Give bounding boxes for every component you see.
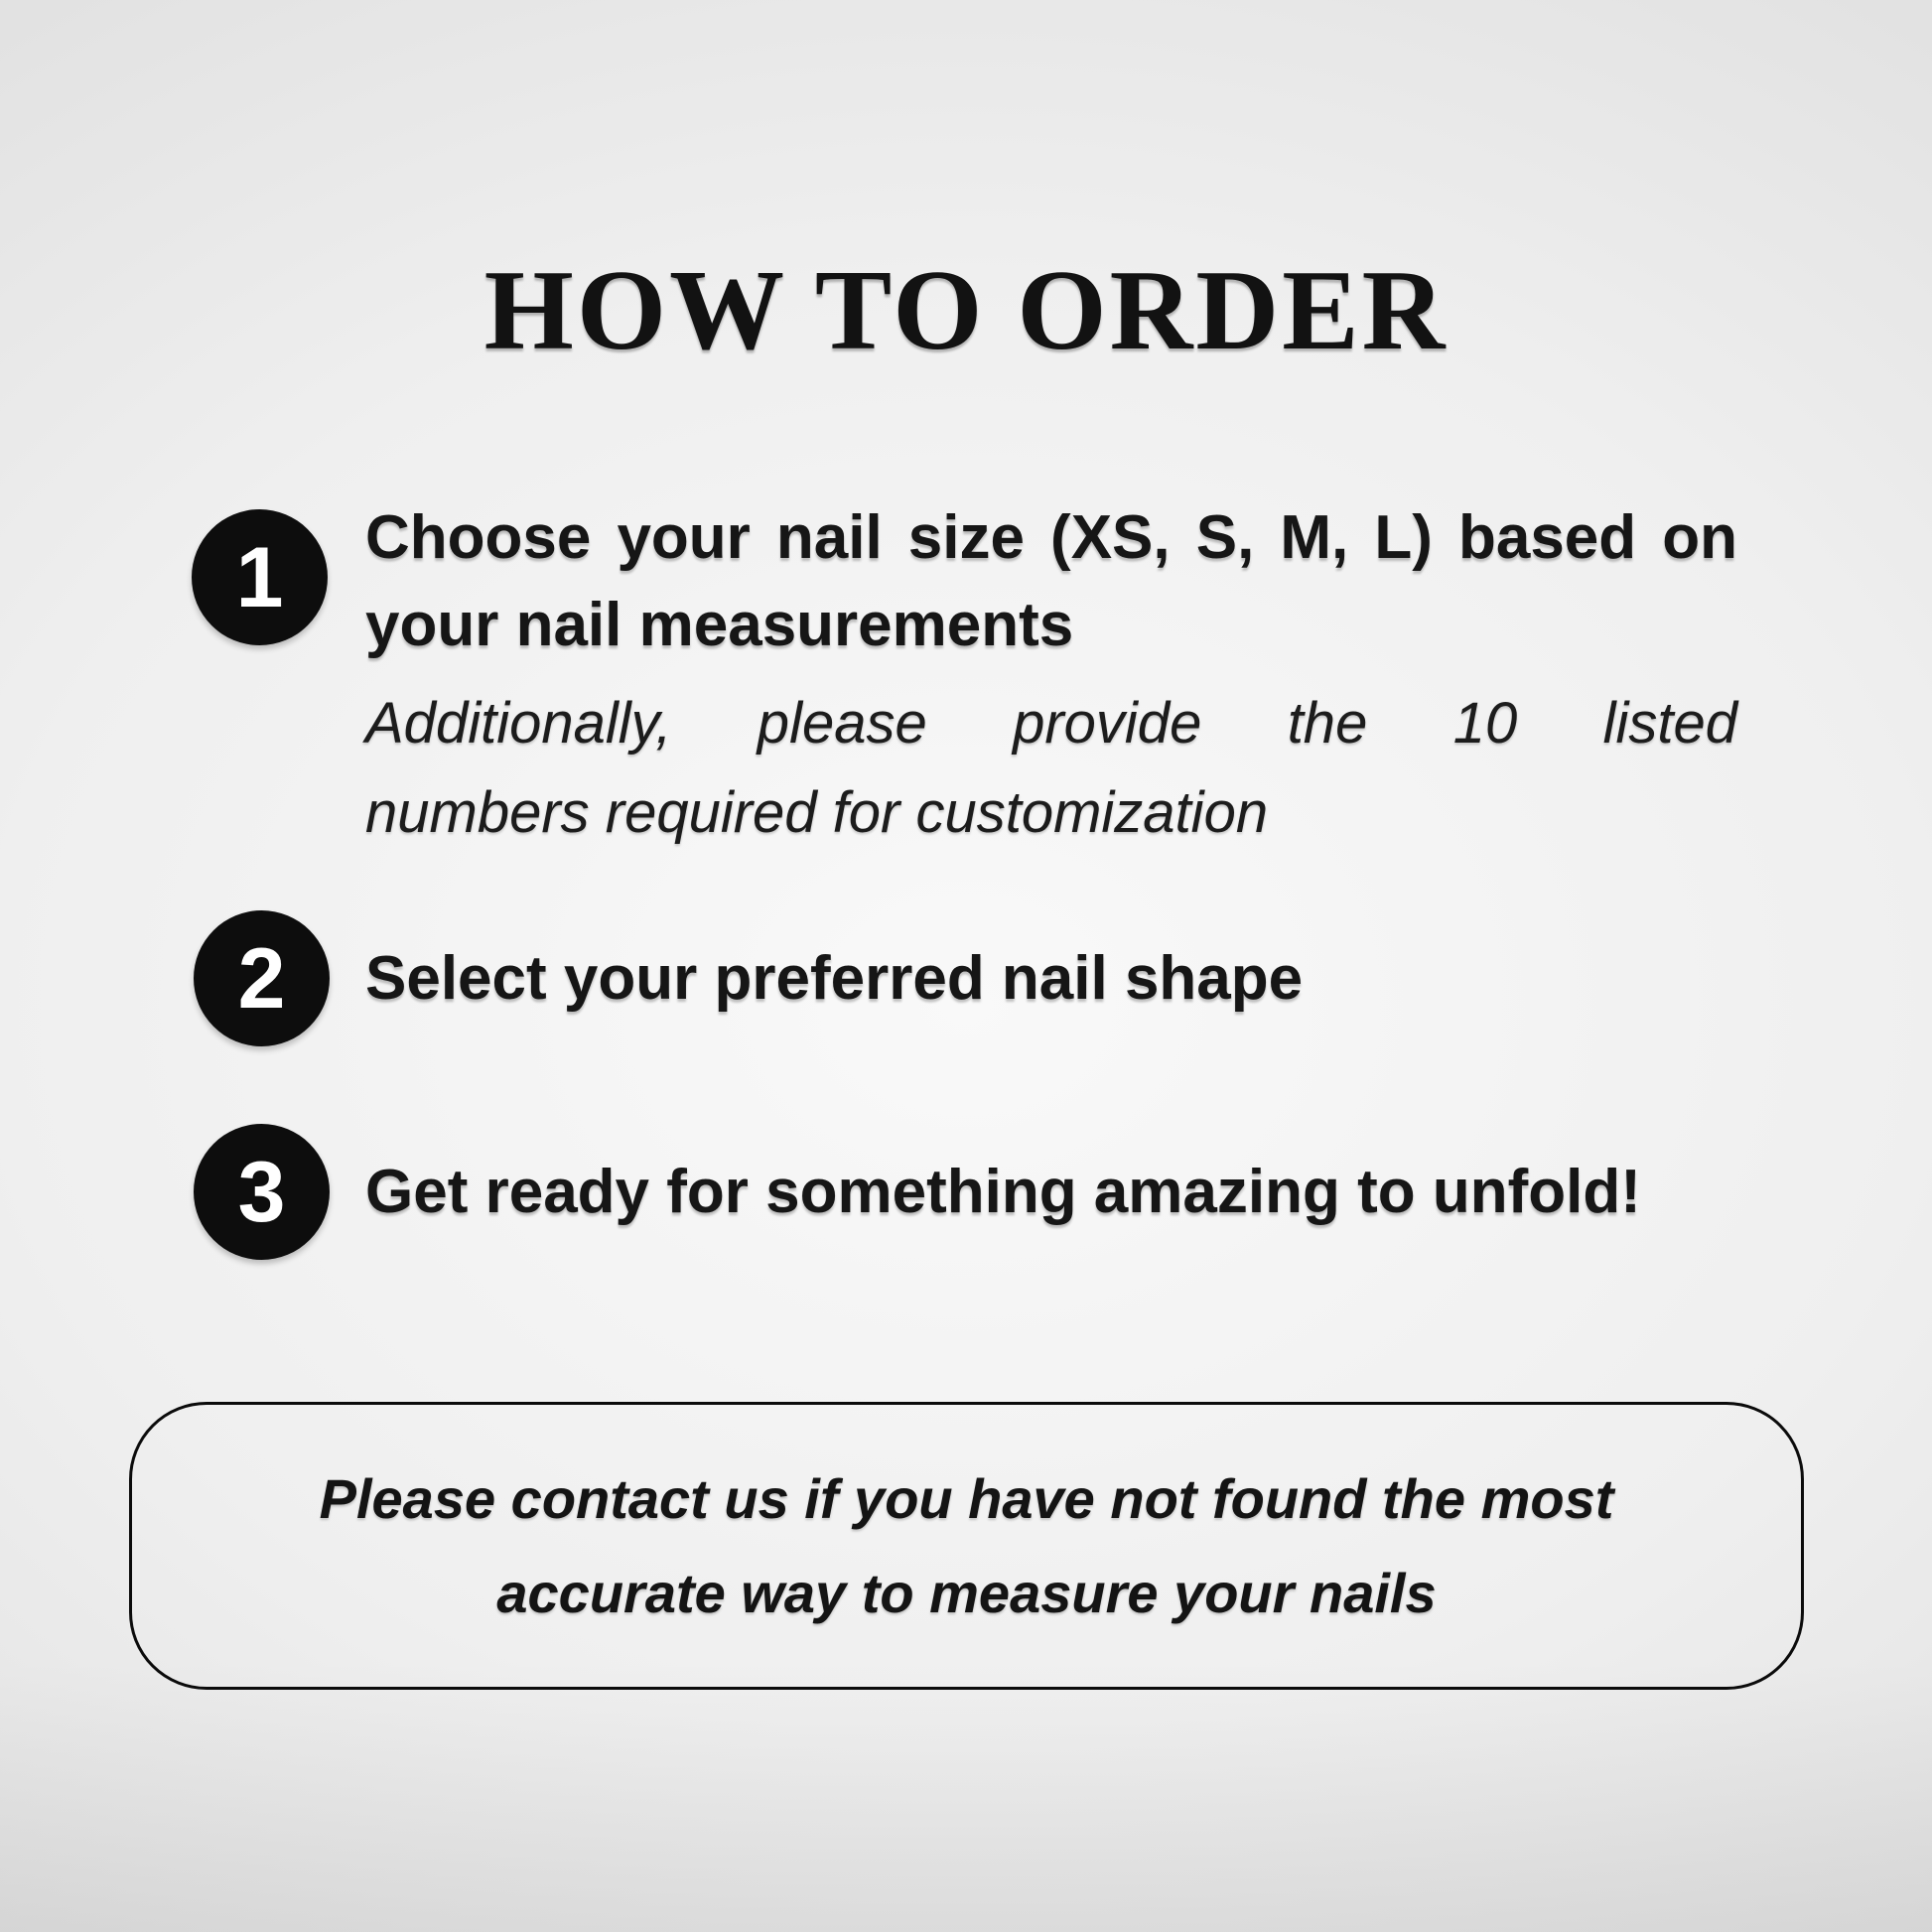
step-3-heading: [365, 1124, 1737, 1260]
step-2-badge-number: 2: [237, 930, 286, 1027]
step-1-note-line-2: numbers required for customization: [365, 780, 1269, 845]
step-2-badge: [194, 910, 330, 1046]
step-1-heading: [365, 494, 1737, 669]
step-1-heading-line-2: your nail measurements: [365, 591, 1074, 659]
page-title: HOW TO ORDER: [483, 247, 1449, 374]
step-3-badge-number: 3: [237, 1144, 286, 1240]
step-2-heading-line-1: Select your preferred nail shape: [365, 944, 1304, 1013]
step-1-badge: [192, 509, 328, 645]
step-1-note: [365, 679, 1737, 858]
step-2-heading: [365, 910, 1737, 1046]
contact-note-line-2: accurate way to measure your nails: [496, 1562, 1437, 1624]
step-1-note-line-1: Additionally, please provide the 10 listed: [365, 691, 1737, 756]
step-3-heading-line-1: Get ready for something amazing to unfold!: [365, 1158, 1641, 1226]
contact-note-line-1: Please contact us if you have not found the most: [319, 1467, 1614, 1530]
step-1-heading-line-1: Choose your nail size (XS, S, M, L) based on: [365, 503, 1737, 572]
step-1-badge-number: 1: [235, 529, 284, 625]
step-3-badge: [194, 1124, 330, 1260]
contact-note-box: [129, 1402, 1804, 1690]
